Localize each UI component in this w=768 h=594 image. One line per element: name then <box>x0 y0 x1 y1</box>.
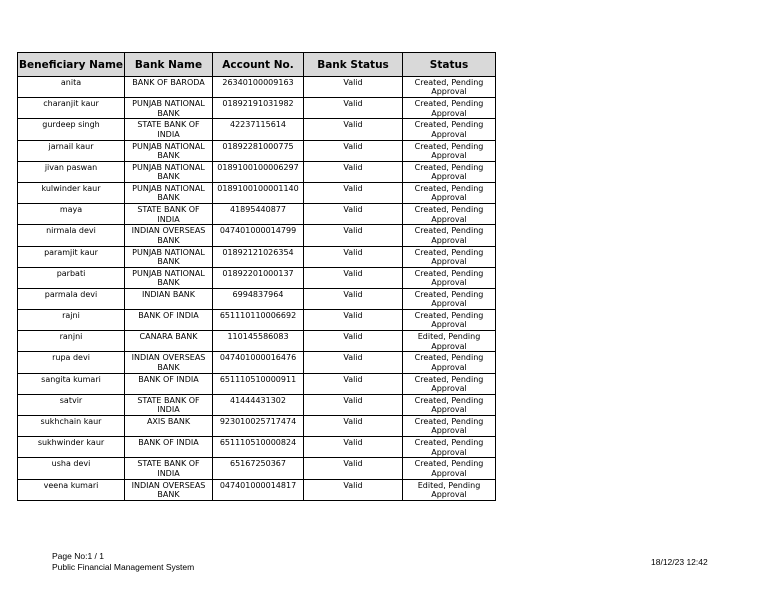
bank-status-cell: Valid <box>304 437 403 458</box>
table-row <box>18 416 496 437</box>
beneficiary-name-cell: parmala devi <box>18 288 125 309</box>
status-cell: Created, Pending Approval <box>403 352 496 373</box>
footer-left <box>52 551 194 573</box>
bank-name-cell: BANK OF INDIA <box>125 373 213 394</box>
bank-name-cell: CANARA BANK <box>125 331 213 352</box>
status-cell: Created, Pending Approval <box>403 140 496 161</box>
bank-name-cell: PUNJAB NATIONAL BANK <box>125 98 213 119</box>
status-cell: Created, Pending Approval <box>403 161 496 182</box>
beneficiary-name-cell: anita <box>18 77 125 98</box>
beneficiary-name-cell: jivan paswan <box>18 161 125 182</box>
beneficiary-name-cell: jarnail kaur <box>18 140 125 161</box>
account-no-cell: 41444431302 <box>213 394 304 415</box>
bank-name-cell: INDIAN BANK <box>125 288 213 309</box>
account-no-cell: 651110110006692 <box>213 310 304 331</box>
bank-name-cell: STATE BANK OF INDIA <box>125 394 213 415</box>
bank-status-cell: Valid <box>304 458 403 479</box>
table-row <box>18 98 496 119</box>
beneficiary-name-cell: charanjit kaur <box>18 98 125 119</box>
beneficiary-name-cell: ranjni <box>18 331 125 352</box>
bank-name-cell: PUNJAB NATIONAL BANK <box>125 267 213 288</box>
bank-status-cell: Valid <box>304 416 403 437</box>
bank-name-cell: AXIS BANK <box>125 416 213 437</box>
beneficiary-name-cell: paramjit kaur <box>18 246 125 267</box>
bank-status-cell: Valid <box>304 267 403 288</box>
beneficiary-name-cell: sangita kumari <box>18 373 125 394</box>
bank-status-cell: Valid <box>304 352 403 373</box>
status-cell: Created, Pending Approval <box>403 373 496 394</box>
beneficiary-name-cell: maya <box>18 204 125 225</box>
bank-status-cell: Valid <box>304 204 403 225</box>
bank-status-cell: Valid <box>304 373 403 394</box>
table-row <box>18 288 496 309</box>
bank-status-cell: Valid <box>304 77 403 98</box>
beneficiary-name-cell: nirmala devi <box>18 225 125 246</box>
print-datetime: 18/12/23 12:42 <box>651 557 708 567</box>
table-row <box>18 204 496 225</box>
status-cell: Created, Pending Approval <box>403 288 496 309</box>
table-row <box>18 373 496 394</box>
bank-status-cell: Valid <box>304 479 403 500</box>
account-no-cell: 26340100009163 <box>213 77 304 98</box>
bank-status-cell: Valid <box>304 225 403 246</box>
status-cell: Created, Pending Approval <box>403 267 496 288</box>
system-name: Public Financial Management System <box>52 562 195 572</box>
status-cell: Created, Pending Approval <box>403 204 496 225</box>
account-no-cell: 110145586083 <box>213 331 304 352</box>
table-row <box>18 310 496 331</box>
bank-name-cell: PUNJAB NATIONAL BANK <box>125 161 213 182</box>
account-no-cell: 6994837964 <box>213 288 304 309</box>
status-cell: Created, Pending Approval <box>403 246 496 267</box>
header-account-no: Account No. <box>213 53 304 77</box>
status-cell: Created, Pending Approval <box>403 458 496 479</box>
beneficiary-name-cell: parbati <box>18 267 125 288</box>
table-body <box>18 77 496 501</box>
status-cell: Created, Pending Approval <box>403 98 496 119</box>
bank-name-cell: INDIAN OVERSEAS BANK <box>125 225 213 246</box>
bank-status-cell: Valid <box>304 98 403 119</box>
bank-status-cell: Valid <box>304 182 403 203</box>
status-cell: Created, Pending Approval <box>403 182 496 203</box>
bank-name-cell: PUNJAB NATIONAL BANK <box>125 182 213 203</box>
bank-name-cell: BANK OF INDIA <box>125 310 213 331</box>
bank-status-cell: Valid <box>304 310 403 331</box>
status-cell: Created, Pending Approval <box>403 310 496 331</box>
account-no-cell: 651110510000911 <box>213 373 304 394</box>
table-row <box>18 437 496 458</box>
beneficiary-name-cell: rupa devi <box>18 352 125 373</box>
table-row <box>18 352 496 373</box>
account-no-cell: 01892281000775 <box>213 140 304 161</box>
beneficiary-name-cell: gurdeep singh <box>18 119 125 140</box>
status-cell: Created, Pending Approval <box>403 119 496 140</box>
status-cell: Created, Pending Approval <box>403 225 496 246</box>
account-no-cell: 0189100100001140 <box>213 182 304 203</box>
beneficiary-table <box>17 52 496 501</box>
table-row <box>18 161 496 182</box>
beneficiary-name-cell: kulwinder kaur <box>18 182 125 203</box>
header-status: Status <box>403 53 496 77</box>
table-row <box>18 182 496 203</box>
status-cell: Created, Pending Approval <box>403 394 496 415</box>
account-no-cell: 42237115614 <box>213 119 304 140</box>
bank-status-cell: Valid <box>304 161 403 182</box>
header-bank-status: Bank Status <box>304 53 403 77</box>
status-cell: Edited, Pending Approval <box>403 331 496 352</box>
bank-status-cell: Valid <box>304 246 403 267</box>
status-cell: Created, Pending Approval <box>403 437 496 458</box>
account-no-cell: 0189100100006297 <box>213 161 304 182</box>
beneficiary-name-cell: usha devi <box>18 458 125 479</box>
bank-name-cell: STATE BANK OF INDIA <box>125 204 213 225</box>
account-no-cell: 01892201000137 <box>213 267 304 288</box>
table-row <box>18 458 496 479</box>
status-cell: Created, Pending Approval <box>403 77 496 98</box>
account-no-cell: 047401000016476 <box>213 352 304 373</box>
table-row <box>18 246 496 267</box>
account-no-cell: 047401000014799 <box>213 225 304 246</box>
account-no-cell: 047401000014817 <box>213 479 304 500</box>
page-number: Page No:1 / 1 <box>52 551 104 561</box>
bank-status-cell: Valid <box>304 394 403 415</box>
beneficiary-name-cell: sukhchain kaur <box>18 416 125 437</box>
table-row <box>18 119 496 140</box>
bank-name-cell: BANK OF INDIA <box>125 437 213 458</box>
bank-name-cell: INDIAN OVERSEAS BANK <box>125 479 213 500</box>
table-row <box>18 267 496 288</box>
beneficiary-name-cell: satvir <box>18 394 125 415</box>
table-row <box>18 394 496 415</box>
account-no-cell: 923010025717474 <box>213 416 304 437</box>
bank-name-cell: PUNJAB NATIONAL BANK <box>125 140 213 161</box>
table-row <box>18 225 496 246</box>
header-bank-name: Bank Name <box>125 53 213 77</box>
account-no-cell: 651110510000824 <box>213 437 304 458</box>
account-no-cell: 01892191031982 <box>213 98 304 119</box>
beneficiary-name-cell: rajni <box>18 310 125 331</box>
header-beneficiary-name: Beneficiary Name <box>18 53 125 77</box>
table-row <box>18 140 496 161</box>
bank-name-cell: STATE BANK OF INDIA <box>125 119 213 140</box>
table-row <box>18 77 496 98</box>
beneficiary-name-cell: sukhwinder kaur <box>18 437 125 458</box>
bank-name-cell: INDIAN OVERSEAS BANK <box>125 352 213 373</box>
bank-status-cell: Valid <box>304 288 403 309</box>
bank-status-cell: Valid <box>304 140 403 161</box>
table-header-row <box>18 53 496 77</box>
bank-name-cell: STATE BANK OF INDIA <box>125 458 213 479</box>
status-cell: Edited, Pending Approval <box>403 479 496 500</box>
account-no-cell: 41895440877 <box>213 204 304 225</box>
account-no-cell: 65167250367 <box>213 458 304 479</box>
account-no-cell: 01892121026354 <box>213 246 304 267</box>
bank-status-cell: Valid <box>304 119 403 140</box>
table-row <box>18 479 496 500</box>
table-row <box>18 331 496 352</box>
bank-status-cell: Valid <box>304 331 403 352</box>
bank-name-cell: PUNJAB NATIONAL BANK <box>125 246 213 267</box>
beneficiary-name-cell: veena kumari <box>18 479 125 500</box>
bank-name-cell: BANK OF BARODA <box>125 77 213 98</box>
status-cell: Created, Pending Approval <box>403 416 496 437</box>
